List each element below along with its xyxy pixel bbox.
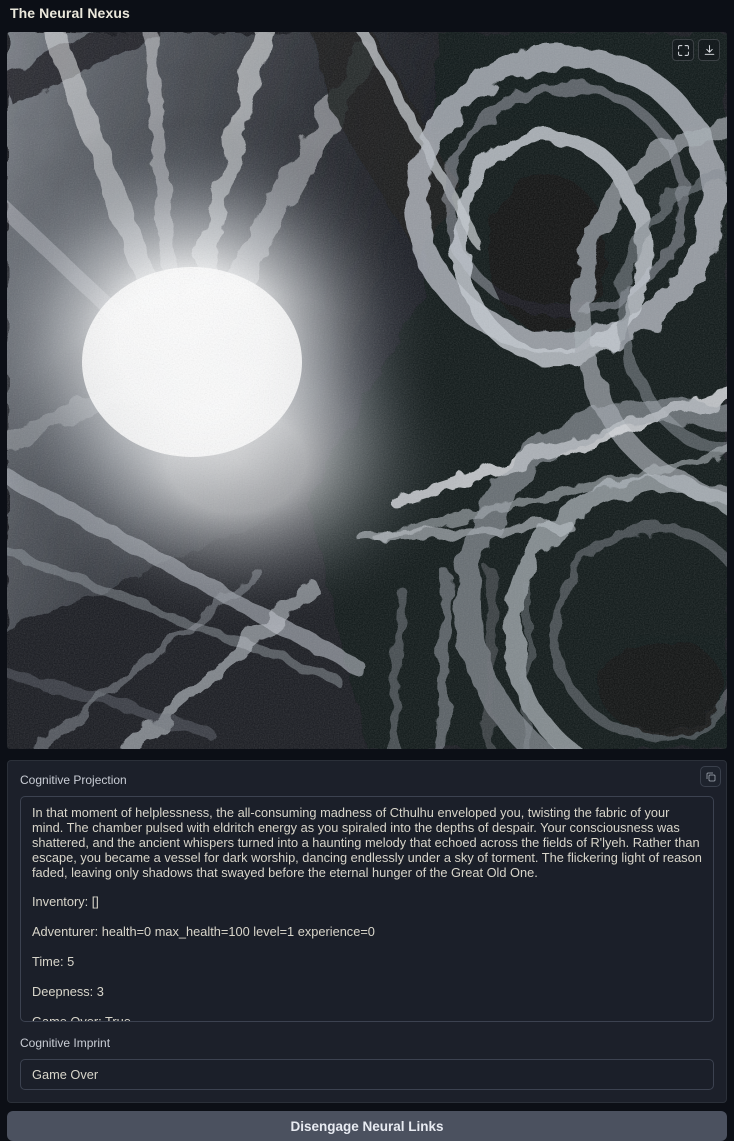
copy-icon (705, 771, 717, 783)
fullscreen-icon (677, 44, 690, 57)
projection-textbox[interactable] (20, 796, 714, 1022)
projection-label: Cognitive Projection (20, 773, 127, 787)
eldritch-scene-image (7, 32, 727, 749)
download-icon (703, 44, 716, 57)
imprint-input[interactable] (20, 1059, 714, 1090)
disengage-button[interactable]: Disengage Neural Links (7, 1111, 727, 1141)
fullscreen-button[interactable] (672, 39, 694, 61)
download-button[interactable] (698, 39, 720, 61)
page-title: The Neural Nexus (10, 5, 130, 21)
copy-button[interactable] (700, 766, 721, 787)
image-toolbar (672, 39, 720, 61)
cognitive-panel (7, 760, 727, 1103)
imprint-label: Cognitive Imprint (20, 1036, 111, 1050)
scene-image (7, 32, 727, 749)
